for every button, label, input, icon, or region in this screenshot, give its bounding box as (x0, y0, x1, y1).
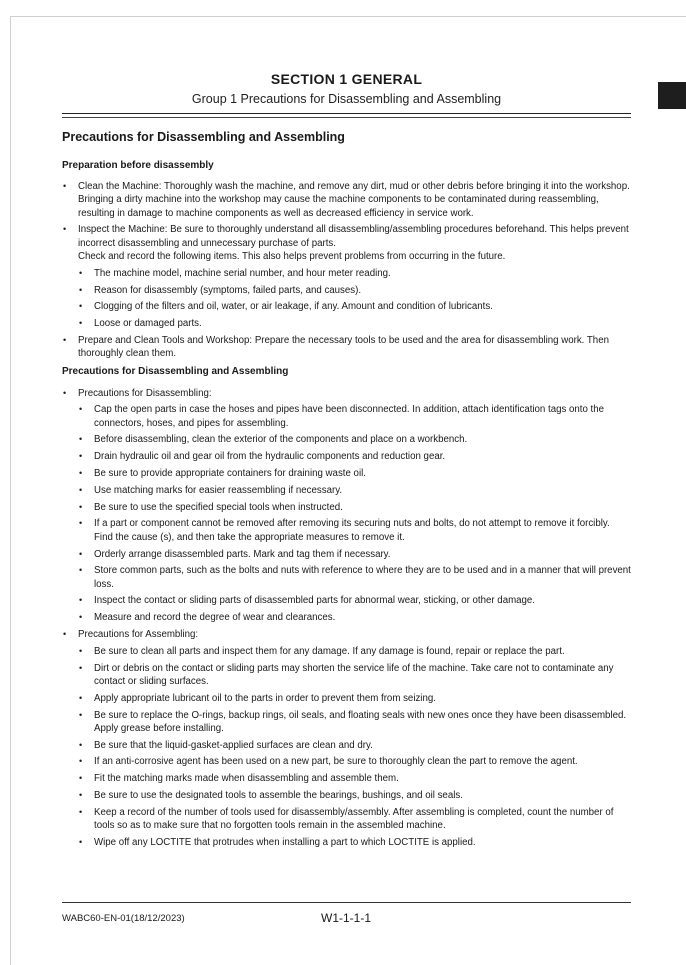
list-item: • Fit the matching marks made when disassembling and assemble them. (78, 772, 631, 785)
list-item: • Drain hydraulic oil and gear oil from the hydraulic components and reduction gear. (78, 450, 631, 463)
main-content (62, 128, 631, 853)
list-item: • Reason for disassembly (symptoms, failed parts, and causes). (78, 284, 631, 297)
list-item (62, 223, 631, 330)
list-item: • If a part or component cannot be removed after removing its securing nuts and bolts, do not attempt to remove it forcibly. Find the cause (s), and then take the appropriate measures to remove it. (78, 517, 631, 544)
disassembling-list (78, 403, 631, 624)
list-item: • Be sure to provide appropriate containers for draining waste oil. (78, 467, 631, 480)
list-item: • Wipe off any LOCTITE that protrudes when installing a part to which LOCTITE is applied. (78, 836, 631, 849)
assembling-label: Precautions for Assembling: (78, 629, 199, 641)
list-item: • Before disassembling, clean the exterior of the components and place on a workbench. (78, 433, 631, 446)
list-item: • Clogging of the filters and oil, water, or air leakage, if any. Amount and condition of lubricants. (78, 300, 631, 313)
list-item: • Be sure that the liquid-gasket-applied surfaces are clean and dry. (78, 739, 631, 752)
list-item-text: Inspect the Machine: Be sure to thoroughly understand all disassembling/assembling procedures beforehand. This helps prevent incorrect disassembling and unnecessary purchase of parts. (78, 224, 629, 249)
check-items-list (78, 267, 631, 331)
list-item: • If an anti-corrosive agent has been used on a new part, be sure to thoroughly clean the part to remove the agent. (78, 755, 631, 768)
footer-divider (62, 902, 631, 903)
list-item: • Store common parts, such as the bolts and nuts with reference to where they are to be used and in a manner that will prevent loss. (78, 564, 631, 591)
assembling-list (78, 645, 631, 849)
section-tab-marker (658, 82, 686, 109)
section-title: SECTION 1 GENERAL (270, 71, 423, 87)
list-item: • Orderly arrange disassembled parts. Mark and tag them if necessary. (78, 548, 631, 561)
list-item (62, 180, 631, 220)
list-item: • Measure and record the degree of wear and clearances. (78, 611, 631, 624)
list-item: • Dirt or debris on the contact or sliding parts may shorten the service life of the machine. Take care not to contaminate any contact or sliding surfaces. (78, 662, 631, 689)
list-item (62, 334, 631, 361)
list-item (62, 387, 631, 625)
list-item: • Keep a record of the number of tools used for disassembly/assembly. After assembling is completed, count the number of tools so as to make sure that no forgotten tools remain in the assembled machine. (78, 806, 631, 833)
list-item: • Be sure to use the specified special tools when instructed. (78, 501, 631, 514)
group-title: Group 1 Precautions for Disassembling and Assembling (191, 92, 502, 106)
list-item: • The machine model, machine serial number, and hour meter reading. (78, 267, 631, 280)
page-header (62, 70, 631, 108)
header-divider-thin (62, 117, 631, 118)
header-divider-thick (62, 113, 631, 114)
list-item: • Apply appropriate lubricant oil to the parts in order to prevent them from seizing. (78, 692, 631, 705)
preparation-list (62, 180, 631, 361)
list-item-text: Prepare and Clean Tools and Workshop: Prepare the necessary tools to be used and the area for disassembling work. Then thoroughly clean them. (78, 334, 609, 360)
precautions-heading: Precautions for Disassembling and Assembling (62, 365, 289, 377)
page-number: W1-1-1-1 (321, 911, 372, 925)
list-item (62, 628, 631, 849)
precautions-list (62, 387, 631, 850)
list-item: • Cap the open parts in case the hoses and pipes have been disconnected. In addition, attach identification tags onto the connectors, hoses, and pipes for assembling. (78, 403, 631, 430)
list-item-extra-text: Check and record the following items. This also helps prevent problems from occurring in the future. (78, 250, 506, 262)
list-item: • Be sure to use the designated tools to assemble the bearings, bushings, and oil seals. (78, 789, 631, 802)
list-item-text: Clean the Machine: Thoroughly wash the machine, and remove any dirt, mud or other debris before bringing it into the workshop. Bringing a dirty machine into the workshop may cause the machine components to be contaminated during reassembling, resulting in damage to machine components as well as decreased efficiency in service work. (78, 181, 630, 219)
list-item: • Loose or damaged parts. (78, 317, 631, 330)
list-item: • Be sure to clean all parts and inspect them for any damage. If any damage is found, repair or replace the part. (78, 645, 631, 658)
page-heading: Precautions for Disassembling and Assembling (62, 130, 345, 144)
disassembling-label: Precautions for Disassembling: (78, 387, 212, 399)
document-code: WABC60-EN-01(18/12/2023) (62, 913, 185, 924)
preparation-heading: Preparation before disassembly (62, 160, 214, 171)
list-item: • Use matching marks for easier reassembling if necessary. (78, 484, 631, 497)
list-item: • Inspect the contact or sliding parts of disassembled parts for abnormal wear, sticking, or other damage. (78, 594, 631, 607)
list-item: • Be sure to replace the O-rings, backup rings, oil seals, and floating seals with new ones once they have been disassembled. Apply grease before installing. (78, 709, 631, 736)
